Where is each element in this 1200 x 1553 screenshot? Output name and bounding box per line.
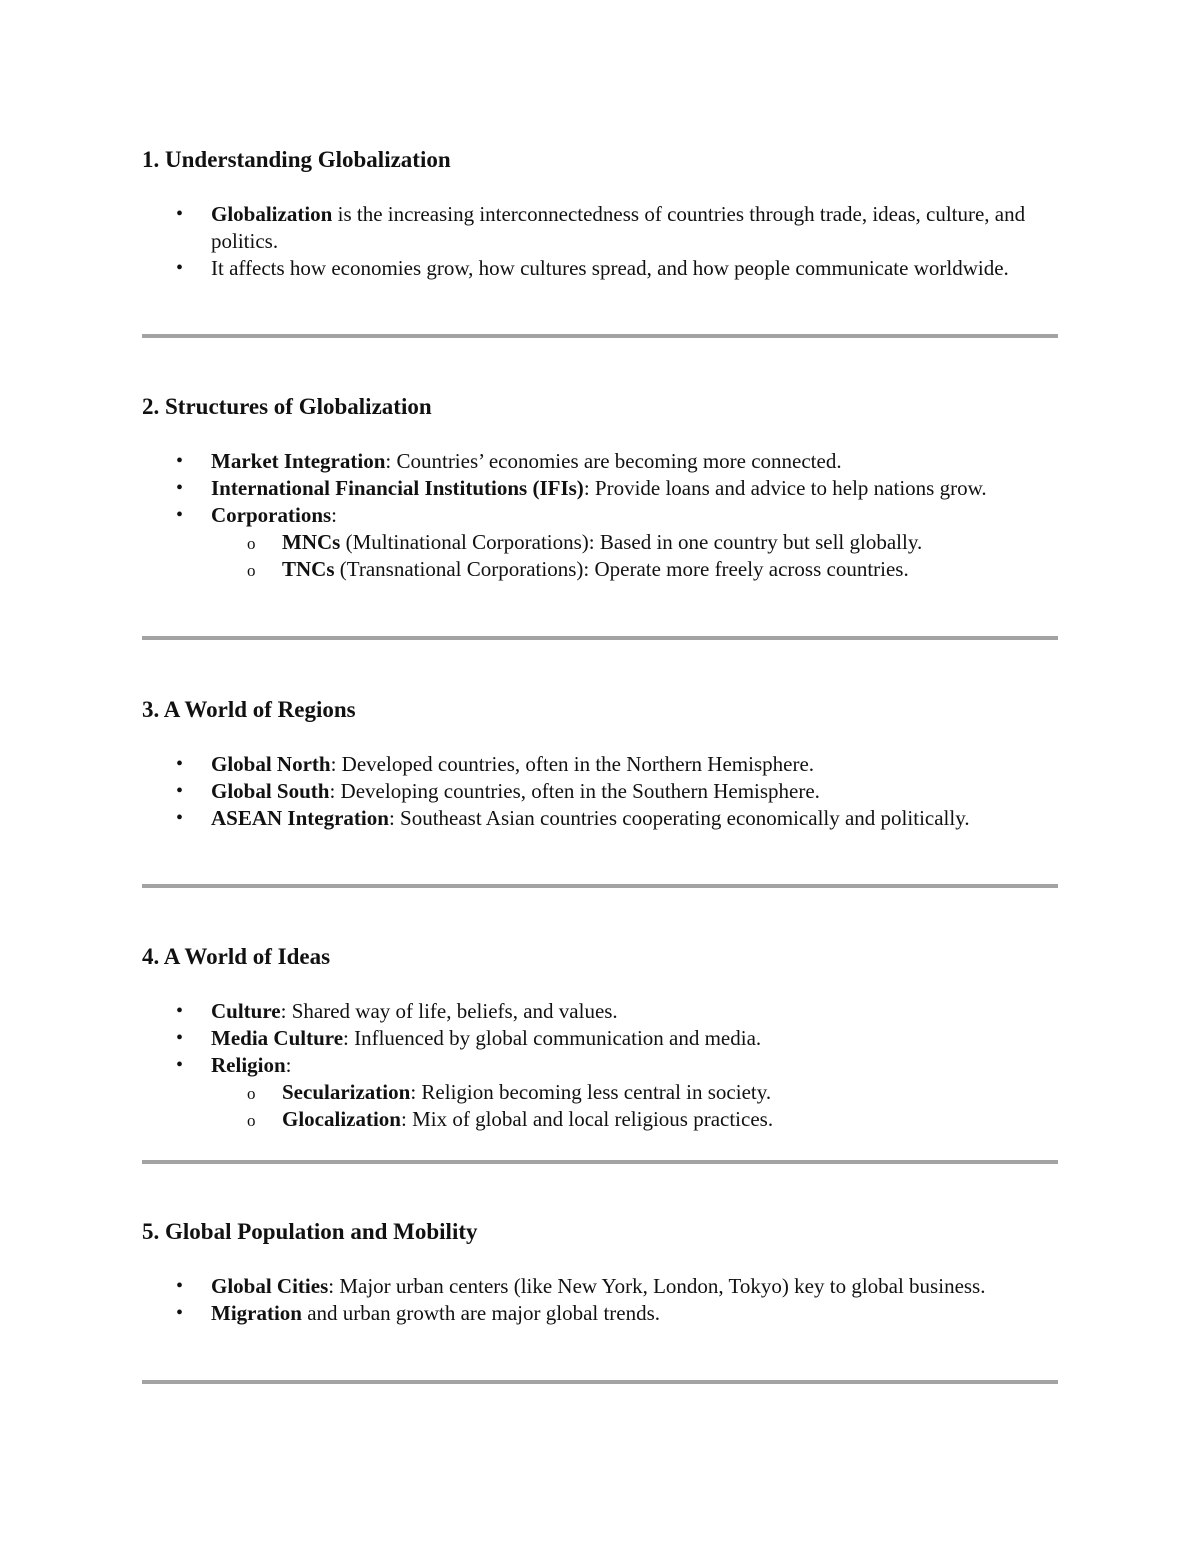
bullet-list [142,1273,1058,1327]
divider [142,884,1058,888]
sub-list-item [211,1079,1031,1106]
bullet-icon: • [176,477,184,499]
list-item [142,201,1031,255]
item-text: : Countries’ economies are becoming more connected. [385,449,842,473]
list-item [142,1052,1031,1133]
list-item [142,1025,1031,1052]
item-text: : Mix of global and local religious practices. [401,1107,774,1131]
circle-bullet-icon: o [247,534,256,553]
list-item [142,1300,1031,1327]
item-term: Glocalization [282,1107,401,1131]
section-structures-of-globalization [142,393,1058,583]
item-text: (Transnational Corporations): Operate more freely across countries. [334,557,909,581]
item-text: : Provide loans and advice to help nations grow. [583,476,987,500]
item-text: : Developed countries, often in the Northern Hemisphere. [330,752,815,776]
item-text: : [331,503,338,527]
divider [142,334,1058,338]
item-text: : Developing countries, often in the Southern Hemisphere. [329,779,820,803]
item-term: Market Integration [211,449,386,473]
item-term: Global South [211,779,330,803]
item-text: : Influenced by global communication and media. [343,1026,762,1050]
bullet-icon: • [176,1000,184,1022]
list-item [142,475,1031,502]
circle-bullet-icon: o [247,1084,256,1103]
section-title: 5. Global Population and Mobility [142,1219,478,1244]
section-title: 1. Understanding Globalization [142,147,451,172]
item-term: Media Culture [211,1026,344,1050]
item-text: : Shared way of life, beliefs, and values. [280,999,618,1023]
bullet-icon: • [176,753,184,775]
list-item [142,448,1031,475]
item-text: : [285,1053,292,1077]
item-term: TNCs [282,557,335,581]
bullet-icon: • [176,1027,184,1049]
section-title: 4. A World of Ideas [142,944,331,969]
section-title: 3. A World of Regions [142,697,356,722]
list-item [142,805,1031,832]
bullet-list [142,998,1058,1133]
list-item [142,1273,1031,1300]
section-world-of-ideas [142,943,1058,1133]
item-term: ASEAN Integration [211,806,389,830]
bullet-icon: • [176,807,184,829]
circle-bullet-icon: o [247,1111,256,1130]
bullet-icon: • [176,780,184,802]
sub-list-item [211,556,1031,583]
bullet-icon: • [176,203,184,225]
item-term: Global Cities [211,1274,329,1298]
bullet-icon: • [176,1275,184,1297]
bullet-icon: • [176,1302,184,1324]
section-understanding-globalization [142,146,1058,282]
bullet-icon: • [176,450,184,472]
list-item [142,502,1031,583]
divider [142,636,1058,640]
item-term: Corporations [211,503,332,527]
list-item [142,751,1031,778]
divider [142,1380,1058,1384]
item-term: MNCs [282,530,341,554]
sub-list [211,1079,1031,1133]
bullet-list [142,201,1058,282]
bullet-icon: • [176,504,184,526]
item-term: Culture [211,999,281,1023]
item-text: (Multinational Corporations): Based in one country but sell globally. [340,530,923,554]
item-term: Global North [211,752,331,776]
item-term: International Financial Institutions (IFIs) [211,476,584,500]
section-world-of-regions [142,696,1058,832]
item-text: It affects how economies grow, how cultures spread, and how people communicate worldwide. [211,256,1009,280]
list-item [142,255,1031,282]
bullet-list [142,751,1058,832]
item-text: : Southeast Asian countries cooperating economically and politically. [388,806,970,830]
item-term: Religion [211,1053,286,1077]
item-text: and urban growth are major global trends. [301,1301,661,1325]
bullet-icon: • [176,1054,184,1076]
item-text: is the increasing interconnectedness of countries through trade, ideas, culture, and politics. [211,202,1026,253]
sub-list-item [211,1106,1031,1133]
section-title: 2. Structures of Globalization [142,394,432,419]
bullet-icon: • [176,257,184,279]
item-term: Globalization [211,202,333,226]
item-term: Secularization [282,1080,411,1104]
circle-bullet-icon: o [247,561,256,580]
list-item [142,778,1031,805]
item-text: : Major urban centers (like New York, London, Tokyo) key to global business. [328,1274,986,1298]
item-text: : Religion becoming less central in society. [410,1080,772,1104]
list-item [142,998,1031,1025]
item-term: Migration [211,1301,302,1325]
bullet-list [142,448,1058,583]
section-global-population-mobility [142,1218,1058,1327]
divider [142,1160,1058,1164]
sub-list-item [211,529,1031,556]
sub-list [211,529,1031,583]
